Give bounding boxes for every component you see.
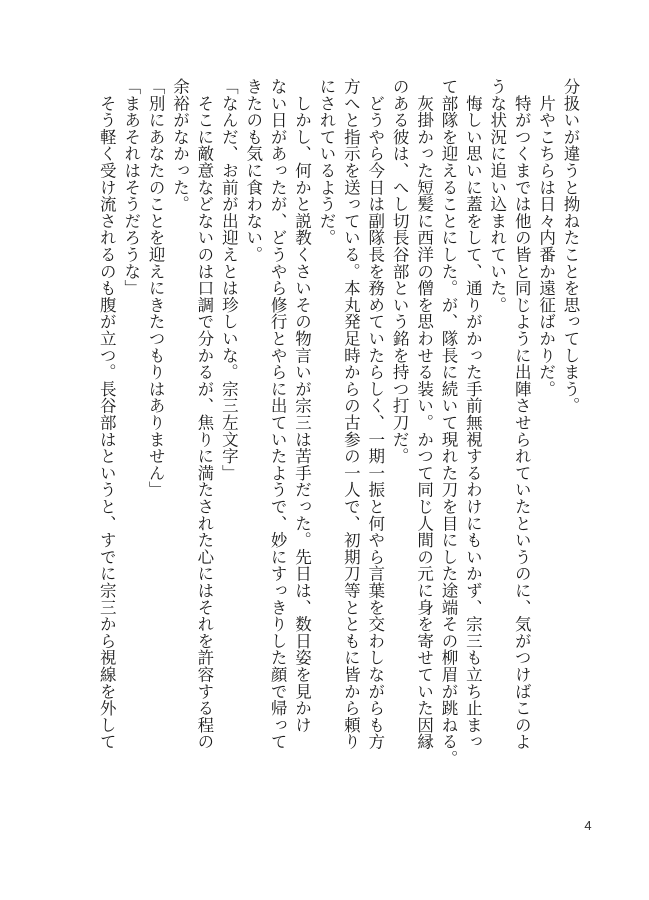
text-line: 片やこちらは日々内番か遠征ばかりだ。 [536, 78, 556, 398]
text-line: 「まあそれはそうだろうな」 [121, 78, 141, 297]
text-line: きたのも気に食わない。 [243, 78, 263, 263]
text-line: 「別にあなたのことを迎えにきたつもりはありません」 [146, 78, 166, 498]
text-line: て部隊を迎えることにした。が、隊長に続いて現れた刀を目にした途端その柳眉が跳ねる。 [438, 78, 458, 767]
text-line: どうやら今日は副隊長を務めていたらしく、一期一振と何やら言葉を交わしながらも方 [365, 78, 385, 750]
text-line: 悔しい思いに蓋をして、通りがかった手前無視するわけにもいかず、宗三も立ち止まっ [463, 78, 483, 750]
text-line: にされているようだ。 [316, 78, 336, 246]
text-line: 余裕がなかった。 [170, 78, 190, 213]
text-line: 灰掛かった短髪に西洋の僧を思わせる装い。かつて同じ人間の元に身を寄せていた因縁 [414, 78, 434, 750]
text-line: ない日があったが、どうやら修行とやらに出ていたようで、妙にすっきりした顔で帰って [268, 78, 288, 750]
text-line: 特がつくまでは他の皆と同じように出陣させられていたというのに、気がつけばこのよ [512, 78, 532, 750]
text-line: 分扱いが違うと拗ねたことを思ってしまう。 [561, 78, 580, 414]
text-line: 方へと指示を送っている。本丸発足時からの古参の一人で、初期刀等とともに皆から頼り [341, 78, 361, 750]
page-number: 4 [584, 818, 592, 833]
text-line: のある彼は、へし切長谷部という銘を持つ打刀だ。 [390, 78, 410, 465]
vertical-text-body [82, 78, 582, 808]
text-line: そう軽く受け流されるのも腹が立つ。長谷部はというと、すでに宗三から視線を外して [97, 78, 117, 750]
text-line: しかし、何かと説教くさいその物言いが宗三は苦手だった。先日は、数日姿を見かけ [292, 78, 312, 734]
text-line: そこに敵意などないのは口調で分かるが、焦りに満たされた心にはそれを許容する程の [194, 78, 214, 750]
text-line: うな状況に追い込まれていた。 [487, 78, 507, 314]
text-line: 「なんだ、お前が出迎えとは珍しいな。宗三左文字」 [219, 78, 239, 482]
